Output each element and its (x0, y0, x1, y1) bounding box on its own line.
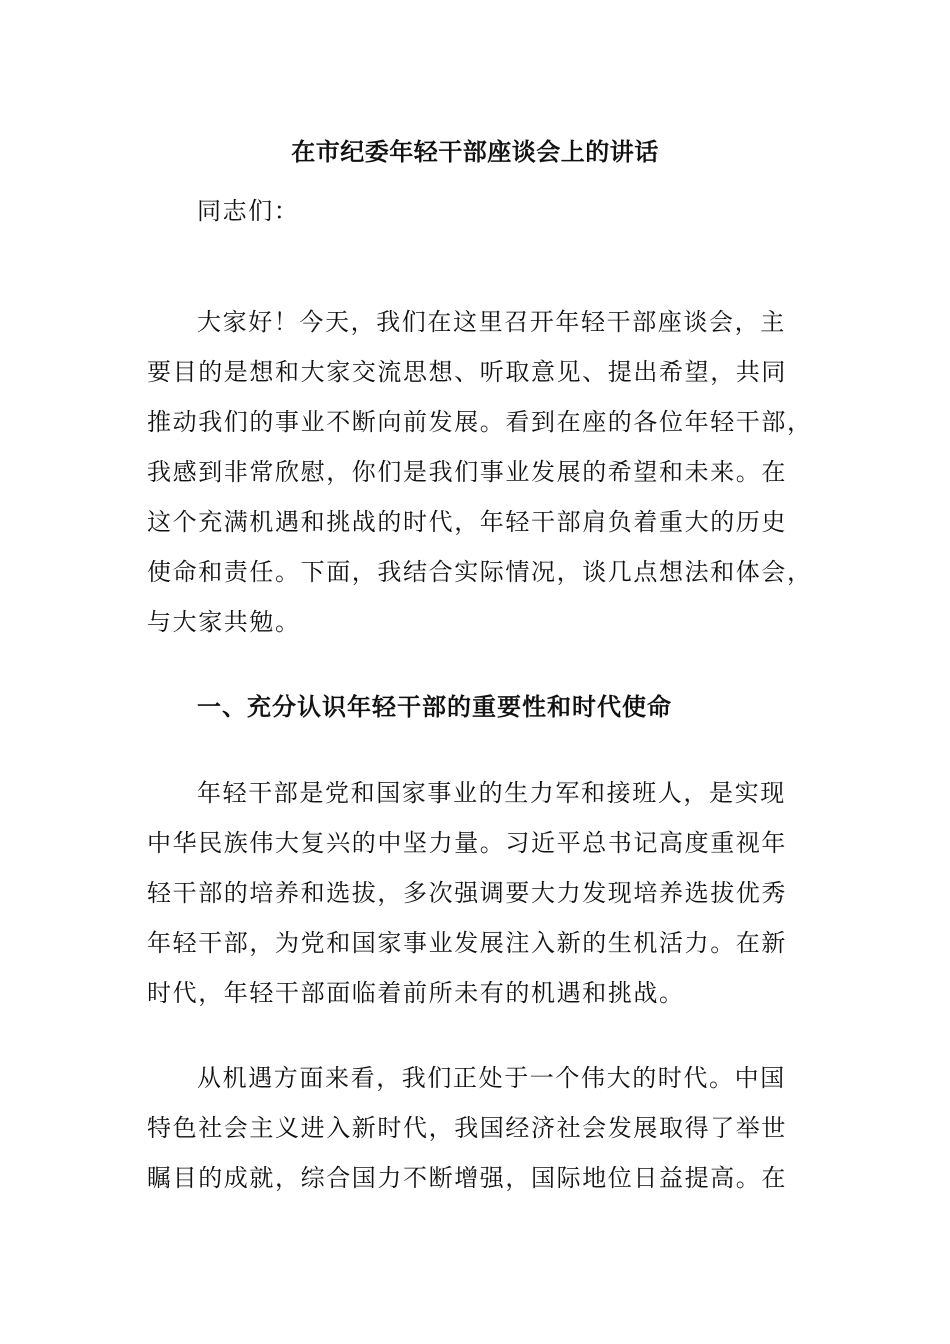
paragraph-line: 推动我们的事业不断向前发展。看到在座的各位年轻干部， (147, 408, 813, 436)
paragraph-line: 年轻干部是党和国家事业的生力军和接班人，是实现 (197, 779, 786, 807)
section-heading-1: 一、充分认识年轻干部的重要性和时代使命 (197, 692, 672, 721)
paragraph-line: 大家好！今天，我们在这里召开年轻干部座谈会，主 (197, 308, 786, 336)
paragraph-line: 我感到非常欣慰，你们是我们事业发展的希望和未来。在 (147, 458, 787, 486)
paragraph-importance (147, 768, 807, 1018)
paragraph-line: 轻干部的培养和选拔，多次强调要大力发现培养选拔优秀 (147, 879, 787, 907)
paragraph-line: 这个充满机遇和挑战的时代，年轻干部肩负着重大的历史 (147, 508, 787, 536)
paragraph-line: 要目的是想和大家交流思想、听取意见、提出希望，共同 (147, 358, 787, 386)
paragraph-opportunity (147, 1053, 807, 1203)
paragraph-line: 年轻干部，为党和国家事业发展注入新的生机活力。在新 (147, 929, 787, 957)
paragraph-line: 特色社会主义进入新时代，我国经济社会发展取得了举世 (147, 1114, 787, 1142)
paragraph-line: 瞩目的成就，综合国力不断增强，国际地位日益提高。在 (147, 1164, 787, 1192)
paragraph-intro (147, 297, 813, 647)
paragraph-line: 中华民族伟大复兴的中坚力量。习近平总书记高度重视年 (147, 829, 787, 857)
paragraph-line: 时代，年轻干部面临着前所未有的机遇和挑战。 (147, 979, 685, 1007)
section-heading-block (147, 682, 807, 732)
salutation: 同志们： (197, 197, 300, 225)
paragraph-line: 与大家共勉。 (147, 608, 301, 636)
paragraph-line: 从机遇方面来看，我们正处于一个伟大的时代。中国 (197, 1064, 786, 1092)
paragraph-line: 使命和责任。下面，我结合实际情况，谈几点想法和体会， (147, 558, 813, 586)
salutation-block (147, 186, 807, 236)
document-title: 在市纪委年轻干部座谈会上的讲话 (291, 137, 659, 166)
